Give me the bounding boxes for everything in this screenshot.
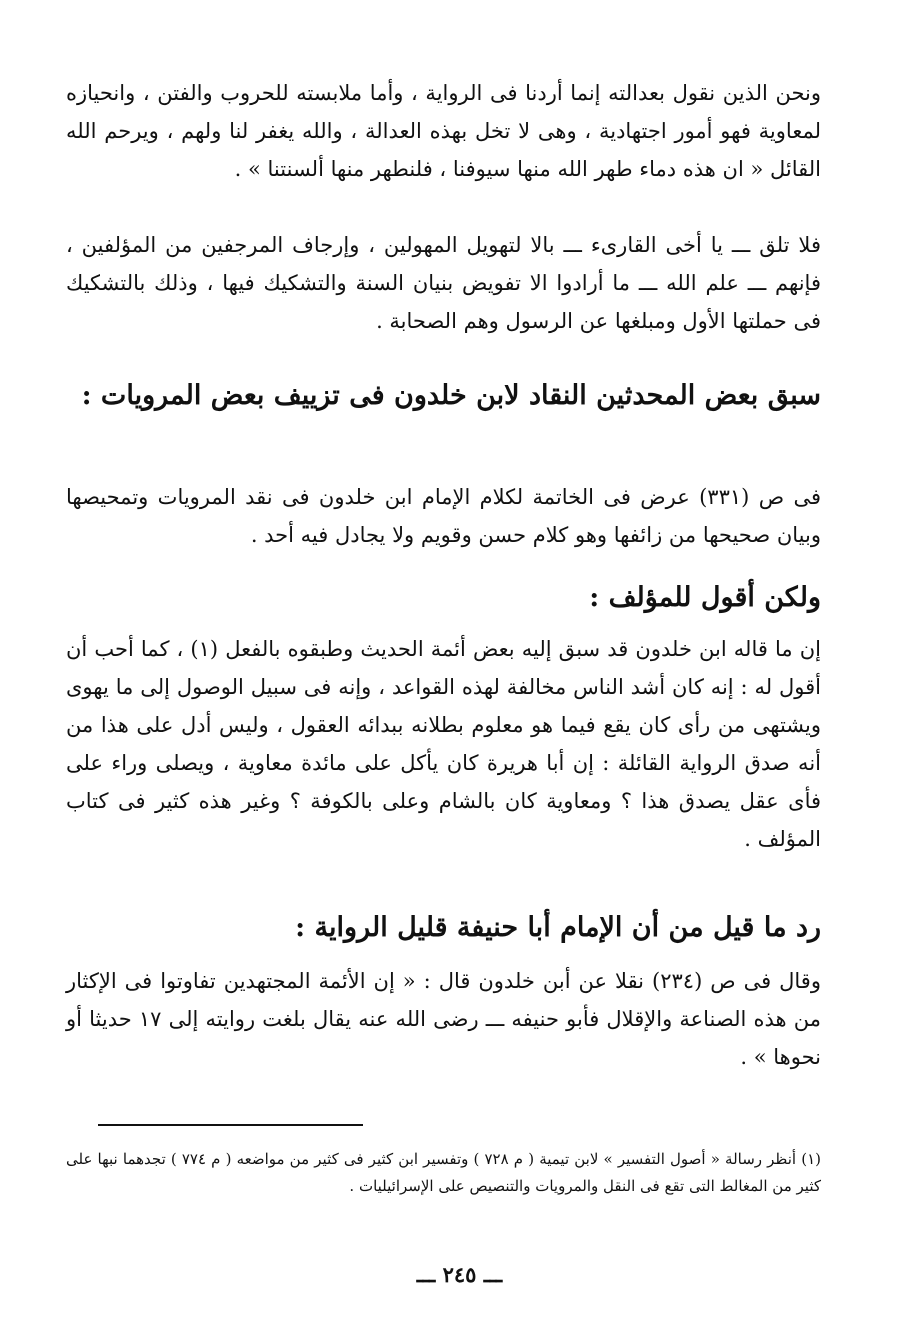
section-heading-3: رد ما قيل من أن الإمام أبا حنيفة قليل الرواية :: [295, 912, 821, 943]
footnote: (١) أنظر رسالة « أصول التفسير » لابن تيمية ( م ٧٢٨ ) وتفسير ابن كثير فى كثير من مواضعه ( م ٧٧٤ ) تجدهما نبها على كثير من المغالط التى تقع فى النقل والمرويات والتنصيص على الإسرائيليات .: [66, 1150, 821, 1195]
paragraph-1: ونحن الذين نقول بعدالته إنما أردنا فى الرواية ، وأما ملابسته للحروب والفتن ، وانحيازه لمعاوية فهو أمور اجتهادية ، وهى لا تخل بهذه العدالة ، والله يغفر لنا ولهم ، ويرحم الله القائل « ان هذه دماء طهر الله منها سيوفنا ، فلنطهر منها ألسنتنا » .: [66, 81, 821, 181]
section-heading-2: ولكن أقول للمؤلف :: [589, 582, 821, 613]
paragraph-5: وقال فى ص (٢٣٤) نقلا عن أبن خلدون قال : « إن الأئمة المجتهدين تفاوتوا فى الإكثار من هذه الصناعة والإقلال فأبو حنيفه ـــ رضى الله عنه يقال بلغت روايته إلى ١٧ حديثا أو نحوها » .: [66, 969, 822, 1069]
paragraph-3: فى ص (٣٣١) عرض فى الخاتمة لكلام الإمام ابن خلدون فى نقد المرويات وتمحيصها وبيان صحيحها من زائفها وهو كلام حسن وقويم ولا يجادل فيه أحد .: [66, 485, 821, 547]
paragraph-2: فلا تلق ـــ يا أخى القارىء ـــ بالا لتهويل المهولين ، وإرجاف المرجفين من المؤلفين ، فإنهم ـــ علم الله ـــ ما أرادوا الا تفويض بنيان السنة والتشكيك فيها ، وذلك بالتشكيك فى حملتها الأول ومبلغها عن الرسول وهم الصحابة .: [66, 233, 821, 333]
paragraph-4: إن ما قاله ابن خلدون قد سبق إليه بعض أئمة الحديث وطبقوه بالفعل (١) ، كما أحب أن أقول له : إنه كان أشد الناس مخالفة لهذه القواعد ، وإنه فى سبيل الوصول إلى ما يهوى ويشتهى من رأى كان يقع فيما هو معلوم بطلانه ببدائه العقول ، وليس أدل على هذا من أنه صدق الرواية القائلة : إن أبا هريرة كان يأكل على مائدة معاوية ، ويصلى وراء على فأى عقل يصدق هذا ؟ ومعاوية كان بالشام وعلى بالكوفة ؟ وغير هذه كثير فى كتاب المؤلف .: [66, 637, 821, 851]
footnote-separator: [98, 1124, 363, 1126]
page-number: ـــ ٢٤٥ ـــ: [416, 1262, 503, 1287]
section-heading-1: سبق بعض المحدثين النقاد لابن خلدون فى تزييف بعض المرويات :: [81, 380, 821, 411]
